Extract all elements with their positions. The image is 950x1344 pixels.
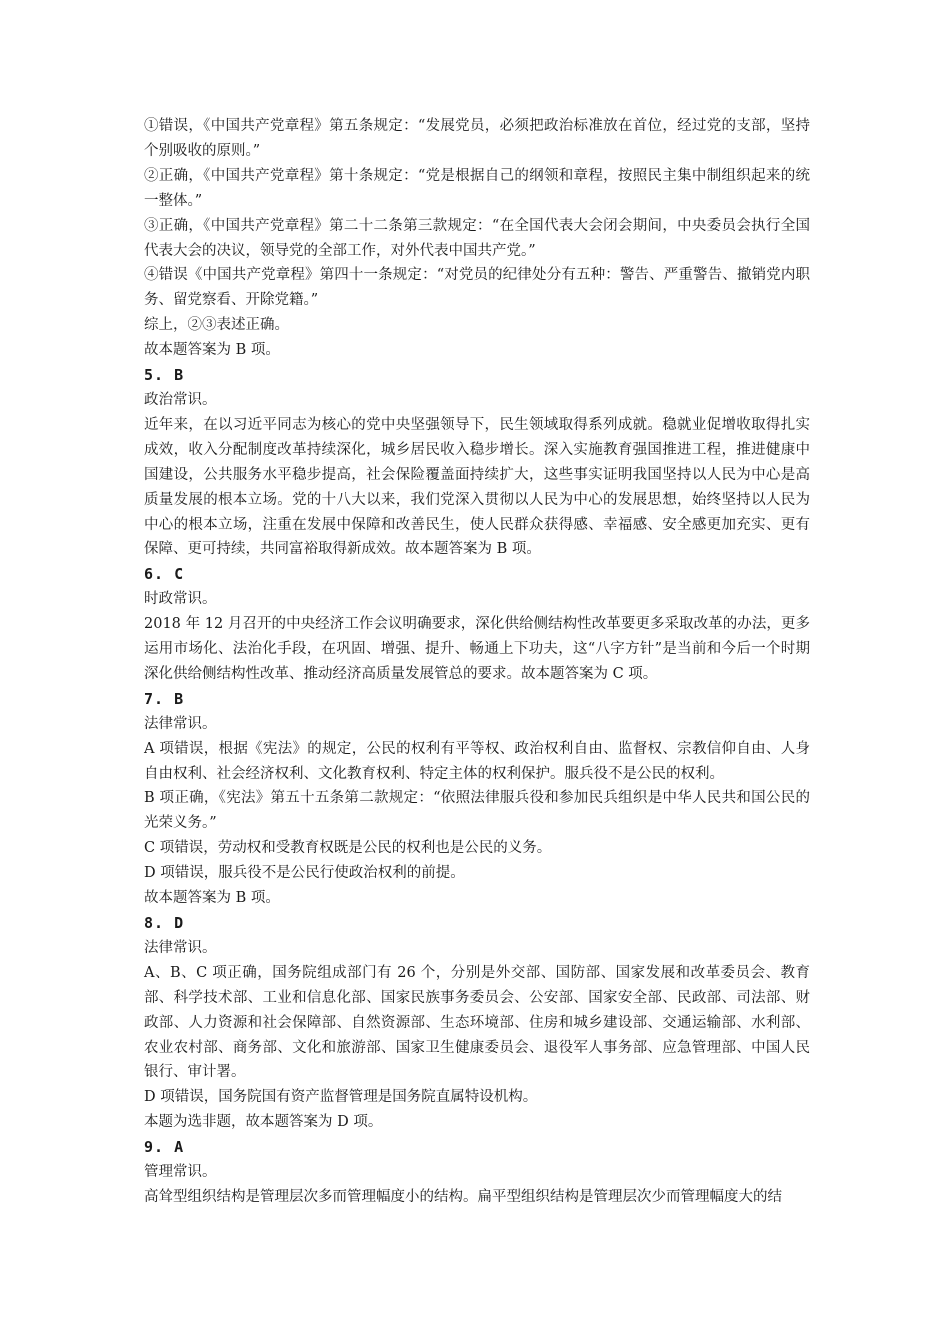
paragraph: 政治常识。: [144, 391, 217, 408]
paragraph: 法律常识。: [144, 715, 217, 732]
paragraph: 故本题答案为 B 项。: [144, 890, 280, 907]
answer-heading: 9. A: [144, 1138, 185, 1157]
paragraph: 高耸型组织结构是管理层次多而管理幅度小的结构。扁平型组织结构是管理层次少而管理幅度大的结: [144, 1188, 782, 1205]
paragraph: 本题为选非题，故本题答案为 D 项。: [144, 1114, 383, 1131]
paragraph: ①错误，《中国共产党章程》第五条规定：“发展党员，必须把政治标准放在首位，经过党的支部，坚持个别吸收的原则。”: [144, 118, 810, 159]
paragraph: A 项错误，根据《宪法》的规定，公民的权利有平等权、政治权利自由、监督权、宗教信仰自由、人身自由权利、社会经济权利、文化教育权利、特定主体的权利保护。服兵役不是公民的权利。: [144, 740, 810, 782]
paragraph: 2018 年 12 月召开的中央经济工作会议明确要求，深化供给侧结构性改革要更多采取改革的办法，更多运用市场化、法治化手段，在巩固、增强、提升、畅通上下功夫，这“八字方针”是当前和今后一个时期深化供给侧结构性改革、推动经济高质量发展管总的要求。故本题答案为 C 项。: [144, 616, 810, 682]
answer-heading: 7. B: [144, 689, 185, 708]
answer-heading: 8. D: [144, 914, 185, 932]
answer-heading: 5. B: [144, 366, 185, 385]
paragraph: D 项错误，服兵役不是公民行使政治权利的前提。: [144, 865, 465, 882]
paragraph: 时政常识。: [144, 591, 217, 608]
paragraph: ④错误《中国共产党章程》第四十一条规定：“对党员的纪律处分有五种：警告、严重警告、撤销党内职务、留党察看、开除党籍。”: [144, 267, 810, 309]
paragraph: D 项错误，国务院国有资产监督管理是国务院直属特设机构。: [144, 1089, 538, 1106]
paragraph: ③正确，《中国共产党章程》第二十二条第三款规定：“在全国代表大会闭会期间，中央委员会执行全国代表大会的决议，领导党的全部工作，对外代表中国共产党。”: [144, 217, 810, 259]
paragraph: 法律常识。: [144, 939, 217, 956]
paragraph: 综上，②③表述正确。: [144, 317, 289, 334]
document-body: [144, 114, 810, 1210]
paragraph: B 项正确，《宪法》第五十五条第二款规定：“依照法律服兵役和参加民兵组织是中华人民共和国公民的光荣义务。”: [144, 790, 810, 832]
paragraph: 故本题答案为 B 项。: [144, 342, 280, 359]
paragraph: 近年来，在以习近平同志为核心的党中央坚强领导下，民生领域取得系列成就。稳就业促增收取得扎实成效，收入分配制度改革持续深化，城乡居民收入稳步增长。深入实施教育强国推进工程，推进健康中国建设，公共服务水平稳步提高，社会保险覆盖面持续扩大，这些事实证明我国坚持以人民为中心是高质量发展的根本立场。党的十八大以来，我们党深入贯彻以人民为中心的发展思想，始终坚持以人民为中心的根本立场，注重在发展中保障和改善民生，使人民群众获得感、幸福感、安全感更加充实、更有保障、更可持续，共同富裕取得新成效。故本题答案为 B 项。: [144, 416, 810, 558]
answer-heading: 6. C: [144, 565, 185, 584]
paragraph: A、B、C 项正确，国务院组成部门有 26 个，分别是外交部、国防部、国家发展和改革委员会、教育部、科学技术部、工业和信息化部、国家民族事务委员会、公安部、国家安全部、民政部、司法部、财政部、人力资源和社会保障部、自然资源部、生态环境部、住房和城乡建设部、交通运输部、水利部、农业农村部、商务部、文化和旅游部、国家卫生健康委员会、退役军人事务部、应急管理部、中国人民银行、审计署。: [144, 964, 810, 1081]
paragraph: C 项错误，劳动权和受教育权既是公民的权利也是公民的义务。: [144, 840, 552, 857]
paragraph: 管理常识。: [144, 1164, 217, 1181]
paragraph: ②正确，《中国共产党章程》第十条规定：“党是根据自己的纲领和章程，按照民主集中制组织起来的统一整体。”: [144, 167, 810, 209]
